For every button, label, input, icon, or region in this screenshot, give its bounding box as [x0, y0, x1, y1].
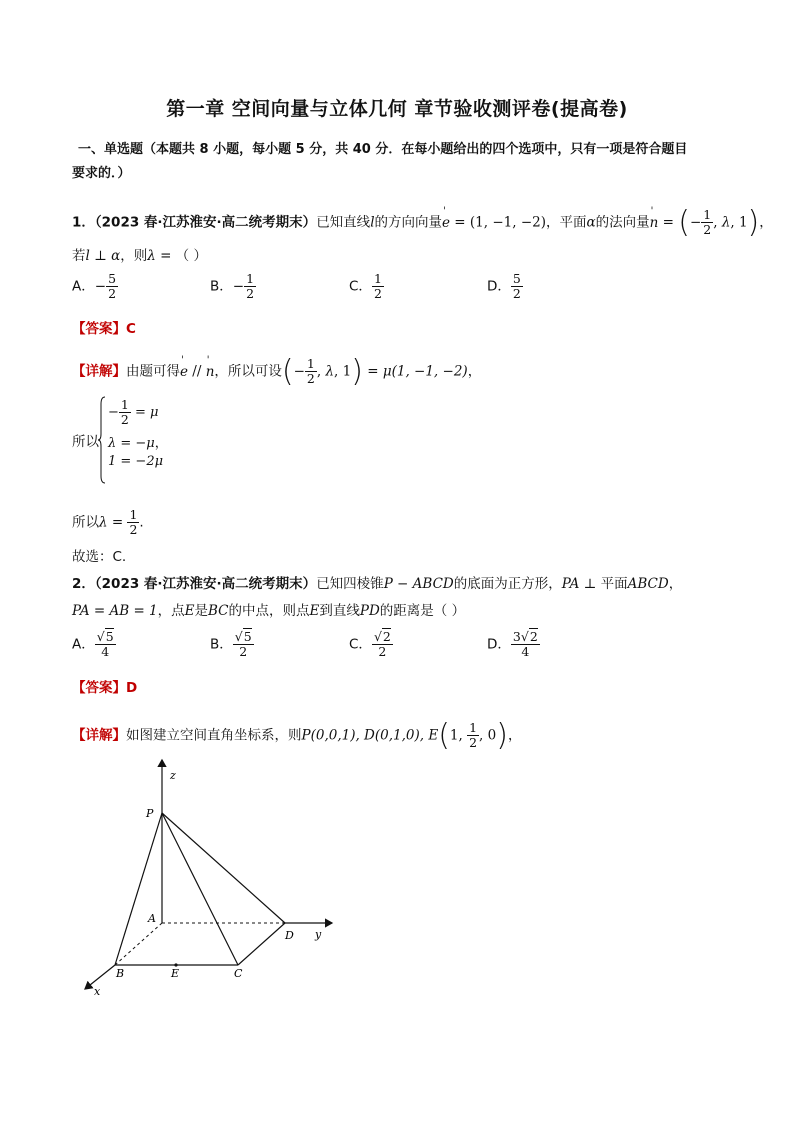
q1-equation-system: 所以 − $\frac{1}{2}$ = μ λ = −μ， 1 = −2μ — [72, 394, 272, 488]
label-y: y — [315, 928, 322, 941]
brace-icon — [98, 396, 106, 484]
label-a: A — [148, 912, 156, 925]
section-heading-cont: 要求的．） — [72, 166, 131, 181]
label-e: E — [171, 967, 180, 980]
label-b: B — [116, 967, 125, 980]
q1-choose: 故选：C. — [72, 549, 127, 565]
label-x: x — [94, 985, 101, 998]
q1-stem-cont: 若l ⊥ α，则λ = （ ） — [72, 248, 207, 264]
q1-answer: 【答案】C — [72, 321, 136, 337]
q1-option-a[interactable]: A．− $\frac{5}{2}$ — [72, 271, 117, 301]
q1-option-b[interactable]: B．− $\frac{1}{2}$ — [210, 271, 255, 301]
q2-option-a[interactable]: A． $\frac{√5}{4}$ — [72, 629, 114, 659]
q1-final: 所以λ = $\frac{1}{2}$ . — [72, 507, 144, 537]
pyramid-figure — [70, 755, 350, 1000]
edge-cd — [238, 923, 285, 965]
label-c: C — [234, 967, 243, 980]
label-d: D — [285, 929, 294, 942]
section-heading: 一、单选题（本题共 8 小题，每小题 5 分，共 40 分．在每小题给出的四个选项中，只有一项是符合题目 — [78, 142, 688, 157]
q1-stem: 1．（2023 春·江苏淮安·高二统考期末）已知直线l的方向向量' e = (1, −1, −2)，平面α的法向量' n = (− $\frac{1}{2}$ , λ, 1)， — [72, 205, 773, 240]
edge-pb — [115, 813, 162, 965]
edge-pc — [162, 813, 238, 965]
q2-answer: 【答案】D — [72, 680, 138, 696]
edge-pd — [162, 813, 285, 923]
q1-option-d[interactable]: D． $\frac{5}{2}$ — [487, 271, 521, 301]
q2-option-b[interactable]: B． $\frac{√5}{2}$ — [210, 629, 252, 659]
q1-detail: 【详解】由题可得' e // ' n，所以可设(− $\frac{1}{2}$ , λ, 1) = μ(1, −1, −2)， — [72, 354, 481, 389]
q1-option-c[interactable]: C． $\frac{1}{2}$ — [349, 271, 382, 301]
q2-stem-cont: PA = AB = 1，点E是BC的中点，则点E到直线PD的距离是（ ） — [72, 603, 466, 619]
label-z: z — [170, 769, 176, 782]
page-title: 第一章 空间向量与立体几何 章节验收测评卷(提高卷) — [166, 98, 628, 120]
label-p: P — [146, 807, 154, 820]
q2-detail: 【详解】如图建立空间直角坐标系，则P(0,0,1), D(0,1,0), E(1, $\frac{1}{2}$ , 0)， — [72, 718, 522, 753]
q2-option-d[interactable]: D． $\frac{3√2}{4}$ — [487, 629, 538, 659]
q2-option-c[interactable]: C． $\frac{√2}{2}$ — [349, 629, 391, 659]
q2-stem: 2．（2023 春·江苏淮安·高二统考期末）已知四棱锥P − ABCD的底面为正方形，PA ⊥ 平面ABCD， — [72, 576, 683, 592]
